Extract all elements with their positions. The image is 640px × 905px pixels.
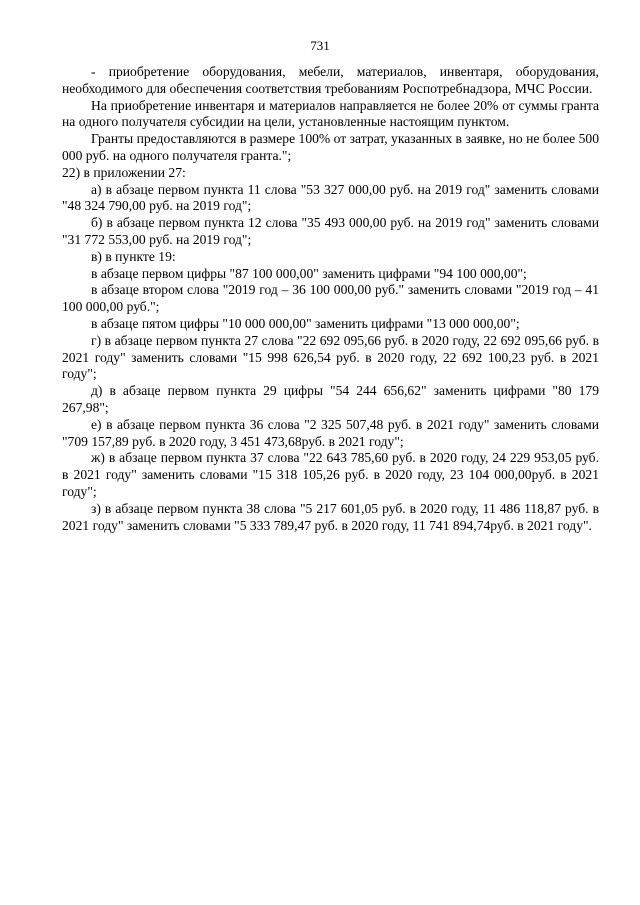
paragraph: в абзаце пятом цифры "10 000 000,00" заменить цифрами "13 000 000,00"; [91, 315, 520, 331]
paragraph: На приобретение инвентаря и материалов направляется не более 20% от суммы гранта на одного получателя субсидии на цели, установленные настоящим пунктом. [62, 97, 599, 130]
paragraph: 22) в приложении 27: [62, 164, 186, 180]
page-number: 731 [310, 38, 330, 53]
paragraph: д) в абзаце первом пункта 29 цифры "54 244 656,62" заменить цифрами "80 179 267,98"; [62, 383, 599, 415]
paragraph: в абзаце втором слова "2019 год – 36 100 000,00 руб." заменить словами "2019 год – 41 100 000,00 руб."; [62, 282, 599, 315]
paragraph: е) в абзаце первом пункта 36 слова "2 325 507,48 руб. в 2021 году" заменить словами "709 157,89 руб. в 2020 году, 3 451 473,68руб. в 2021 году"; [62, 416, 599, 449]
paragraph: в абзаце первом цифры "87 100 000,00" заменить цифрами "94 100 000,00"; [91, 265, 527, 281]
document-body [62, 64, 599, 534]
paragraph: з) в абзаце первом пункта 38 слова "5 217 601,05 руб. в 2020 году, 11 486 118,87 руб. в 2021 году" заменить словами "5 333 789,47 руб. в 2020 году, 11 741 894,74руб. в 2021 году". [62, 500, 599, 533]
paragraph: Гранты предоставляются в размере 100% от затрат, указанных в заявке, но не более 500 000 руб. на одного получателя гранта."; [62, 131, 599, 163]
paragraph: - приобретение оборудования, мебели, материалов, инвентаря, оборудования, необходимого для обеспечения соответствия требованиям Роспотребнадзора, МЧС России. [62, 64, 599, 96]
paragraph: в) в пункте 19: [91, 248, 176, 264]
paragraph: а) в абзаце первом пункта 11 слова "53 327 000,00 руб. на 2019 год" заменить словами "48 324 790,00 руб. на 2019 год"; [62, 181, 599, 214]
paragraph: ж) в абзаце первом пункта 37 слова "22 643 785,60 руб. в 2020 году, 24 229 953,05 руб. в 2021 году" заменить словами "15 318 105,26 руб. в 2020 году, 23 104 000,00руб. в 2021 году"; [62, 450, 599, 499]
paragraph: б) в абзаце первом пункта 12 слова "35 493 000,00 руб. на 2019 год" заменить словами "31 772 553,00 руб. на 2019 год"; [62, 215, 599, 247]
paragraph: г) в абзаце первом пункта 27 слова "22 692 095,66 руб. в 2020 году, 22 692 095,66 руб. в 2021 году" заменить словами "15 998 626,54 руб. в 2020 году, 22 692 100,23 руб. в 2021 году"; [62, 332, 599, 382]
